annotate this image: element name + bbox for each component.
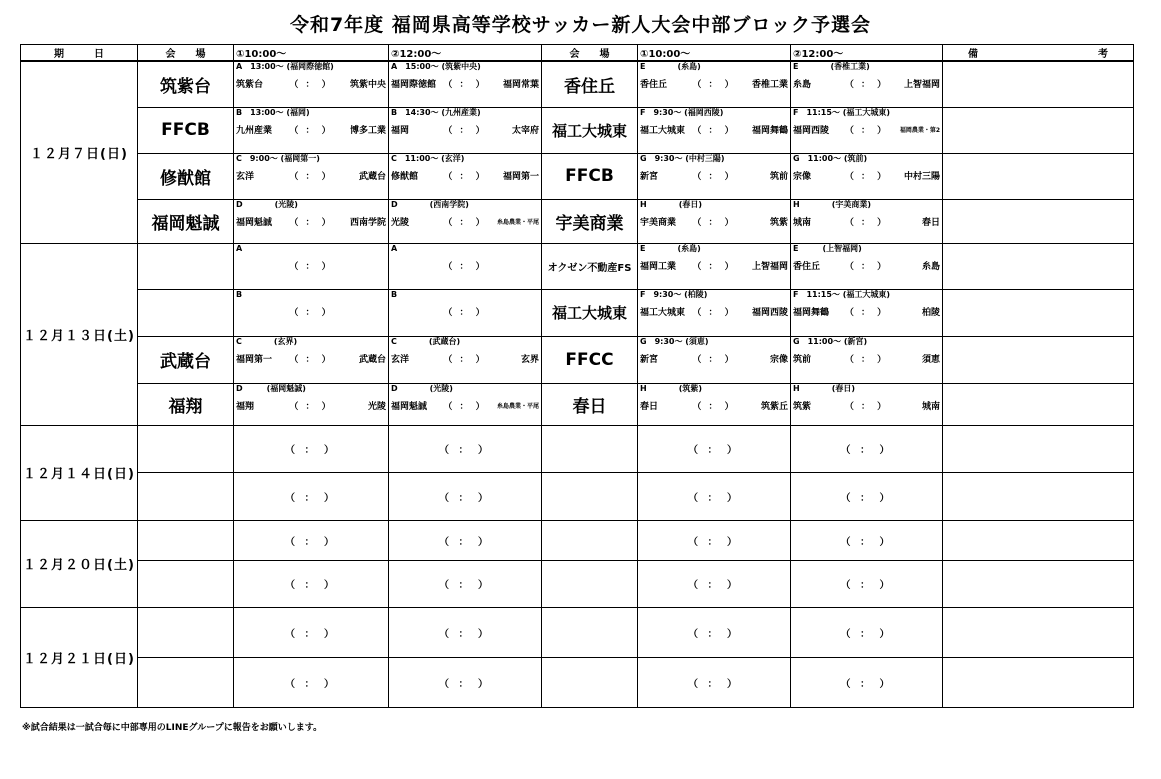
match-cell	[389, 243, 542, 289]
home-team: 福工大城東	[640, 307, 686, 318]
header-slot-4: ②12:00～	[791, 45, 943, 62]
match-line	[389, 261, 541, 273]
venue-cell: 春日	[542, 383, 638, 425]
home-team: 春日	[640, 401, 659, 412]
match-info: H (春日)	[793, 383, 856, 393]
score: （ ： ）	[692, 261, 736, 272]
home-team: 福岡魁誠	[236, 217, 273, 228]
home-team: 糸島	[793, 80, 812, 90]
home-team: 福岡西陵	[793, 125, 830, 136]
home-team: 筑前	[793, 354, 812, 365]
match-info: A 13:00～ (福岡際徳館)	[236, 62, 334, 71]
score: （ ： ）	[791, 560, 943, 607]
score: （ ： ）	[389, 560, 542, 607]
match-cell	[234, 61, 389, 107]
score: （ ： ）	[844, 217, 889, 228]
match-info: C (玄界)	[236, 336, 298, 346]
away-team: 香椎工業	[751, 80, 788, 90]
match-line	[638, 261, 790, 273]
venue-cell	[138, 289, 234, 336]
match-cell	[791, 289, 943, 336]
match-info: A 15:00～ (筑紫中央)	[391, 62, 481, 71]
match-info: B 13:00～ (福岡)	[236, 107, 310, 117]
match-line	[234, 307, 388, 319]
match-cell	[389, 336, 542, 383]
match-cell	[638, 243, 791, 289]
match-cell	[389, 289, 542, 336]
away-team: 玄界	[520, 354, 539, 365]
home-team: 福岡魁誠	[391, 401, 428, 412]
venue-cell: 香住丘	[542, 61, 638, 107]
venue-cell	[138, 425, 234, 472]
table-row	[21, 336, 1134, 383]
home-team: 修猷館	[391, 171, 419, 182]
score: （ ： ）	[791, 657, 943, 707]
match-cell	[791, 107, 943, 153]
match-line	[389, 171, 541, 183]
away-team: 須恵	[921, 354, 940, 365]
venue-cell: 宇美商業	[542, 199, 638, 243]
table-row	[21, 61, 1134, 107]
home-team: 福岡工業	[640, 261, 677, 272]
venue-cell	[542, 560, 638, 607]
away-team: 上智福岡	[751, 261, 788, 272]
table-row	[21, 657, 1134, 707]
match-cell	[389, 383, 542, 425]
match-cell	[389, 199, 542, 243]
home-team	[236, 261, 281, 273]
header-row	[21, 45, 1134, 62]
score: （ ： ）	[443, 307, 487, 318]
score: （ ： ）	[791, 425, 943, 472]
match-cell	[791, 153, 943, 199]
match-info: A	[236, 243, 243, 253]
home-team: 宗像	[793, 171, 812, 182]
match-line	[791, 261, 942, 273]
remarks-cell	[943, 560, 1134, 607]
match-info: E (香椎工業)	[793, 62, 870, 71]
table-row	[21, 243, 1134, 289]
table-row	[21, 472, 1134, 520]
match-line	[791, 217, 942, 229]
match-info: B	[236, 289, 243, 299]
match-info: C 11:00～ (玄洋)	[391, 153, 465, 163]
schedule-table	[20, 44, 1134, 708]
score: （ ： ）	[443, 217, 487, 228]
venue-cell	[138, 657, 234, 707]
match-line	[791, 401, 942, 413]
away-team: 糸島農業・平尾	[496, 402, 539, 410]
venue-cell	[138, 472, 234, 520]
match-line	[234, 261, 388, 273]
venue-cell: FFCB	[138, 107, 234, 153]
score: （ ： ）	[791, 472, 943, 520]
table-row	[21, 153, 1134, 199]
match-info: H (宇美商業)	[793, 199, 872, 209]
score: （ ： ）	[844, 307, 889, 318]
score: （ ： ）	[234, 607, 389, 657]
match-info: E (糸島)	[640, 243, 701, 253]
score: （ ： ）	[692, 354, 736, 365]
score: （ ： ）	[638, 425, 791, 472]
match-cell	[389, 107, 542, 153]
remarks-cell	[943, 607, 1134, 657]
away-team: 西南学院	[349, 217, 386, 228]
home-team	[236, 307, 281, 319]
away-team: 福岡農業・第2	[899, 126, 940, 134]
match-line	[389, 125, 541, 137]
match-cell	[638, 336, 791, 383]
score: （ ： ）	[234, 520, 389, 560]
match-info: C (武蔵台)	[391, 336, 461, 346]
match-line	[638, 217, 790, 229]
away-team: 柏陵	[921, 307, 940, 318]
match-line	[638, 354, 790, 366]
match-line	[791, 125, 942, 137]
match-line	[638, 307, 790, 319]
score: （ ： ）	[638, 472, 791, 520]
score: （ ： ）	[234, 657, 389, 707]
home-team: 筑紫	[793, 401, 812, 412]
remarks-cell	[943, 520, 1134, 560]
score: （ ： ）	[443, 80, 487, 90]
remarks-cell	[943, 153, 1134, 199]
match-cell	[234, 107, 389, 153]
table-row	[21, 425, 1134, 472]
score: （ ： ）	[289, 80, 333, 90]
away-team: 筑紫中央	[349, 80, 386, 90]
score: （ ： ）	[692, 125, 736, 136]
score: （ ： ）	[289, 125, 333, 136]
home-team: 宇美商業	[640, 217, 677, 228]
header-venue-2: 会 場	[542, 45, 638, 62]
home-team: 光陵	[391, 217, 410, 228]
remarks-cell	[943, 425, 1134, 472]
score: （ ： ）	[844, 171, 889, 182]
match-info: D (光陵)	[391, 383, 453, 393]
venue-cell: 福岡魁誠	[138, 199, 234, 243]
score: （ ： ）	[443, 401, 487, 412]
home-team: 玄洋	[236, 171, 255, 182]
match-line	[791, 171, 942, 183]
match-line	[389, 79, 541, 91]
away-team: 中村三陽	[903, 171, 940, 182]
header-venue-1: 会 場	[138, 45, 234, 62]
away-team	[494, 261, 539, 273]
venue-cell	[542, 520, 638, 560]
table-row	[21, 560, 1134, 607]
venue-cell	[542, 657, 638, 707]
score: （ ： ）	[389, 472, 542, 520]
score: （ ： ）	[791, 607, 943, 657]
home-team: 九州産業	[236, 125, 273, 136]
remarks-cell	[943, 289, 1134, 336]
score: （ ： ）	[289, 354, 333, 365]
match-line	[791, 307, 942, 319]
away-team: 光陵	[367, 401, 386, 412]
score: （ ： ）	[638, 520, 791, 560]
home-team: 福翔	[236, 401, 255, 412]
score: （ ： ）	[289, 307, 333, 318]
venue-cell	[138, 243, 234, 289]
score: （ ： ）	[844, 125, 889, 136]
remarks-cell	[943, 657, 1134, 707]
match-cell	[234, 199, 389, 243]
away-team: 福岡西陵	[751, 307, 788, 318]
score: （ ： ）	[389, 425, 542, 472]
match-line	[234, 171, 388, 183]
score: （ ： ）	[234, 425, 389, 472]
match-cell	[791, 336, 943, 383]
match-info: F 9:30～ (福岡西陵)	[640, 107, 724, 117]
score: （ ： ）	[692, 217, 736, 228]
remarks-cell	[943, 336, 1134, 383]
home-team	[391, 307, 436, 319]
header-date: 期 日	[21, 45, 138, 62]
home-team: 福岡	[391, 125, 410, 136]
header-slot-1: ①10:00～	[234, 45, 389, 62]
match-cell	[791, 199, 943, 243]
score: （ ： ）	[443, 354, 487, 365]
score: （ ： ）	[638, 560, 791, 607]
away-team: 筑紫丘	[760, 401, 788, 412]
score: （ ： ）	[692, 171, 736, 182]
venue-cell: 筑紫台	[138, 61, 234, 107]
match-cell	[389, 61, 542, 107]
match-info: G 9:30～ (中村三陽)	[640, 153, 725, 163]
score: （ ： ）	[289, 217, 333, 228]
match-info: G 9:30～ (須恵)	[640, 336, 709, 346]
match-info: C 9:00～ (福岡第一)	[236, 153, 320, 163]
match-line	[234, 354, 388, 366]
venue-cell: 福翔	[138, 383, 234, 425]
remarks-cell	[943, 199, 1134, 243]
score: （ ： ）	[289, 171, 333, 182]
match-line	[389, 217, 541, 229]
date-cell: １２月１４日(日)	[21, 425, 138, 520]
venue-cell: オクゼン不動産FS	[542, 243, 638, 289]
away-team: 福岡常葉	[502, 80, 539, 90]
match-info: G 11:00～ (新宮)	[793, 336, 868, 346]
venue-cell: 修猷館	[138, 153, 234, 199]
match-line	[234, 79, 388, 91]
remarks-cell	[943, 243, 1134, 289]
score: （ ： ）	[692, 80, 736, 90]
score: （ ： ）	[443, 125, 487, 136]
date-cell: １２月７日(日)	[21, 61, 138, 243]
score: （ ： ）	[844, 80, 889, 90]
venue-cell: 福工大城東	[542, 107, 638, 153]
match-cell	[234, 383, 389, 425]
match-info: E (糸島)	[640, 62, 701, 71]
match-cell	[234, 243, 389, 289]
score: （ ： ）	[289, 261, 333, 272]
score: （ ： ）	[234, 560, 389, 607]
match-info: D (福岡魁誠)	[236, 383, 306, 393]
home-team: 香住丘	[640, 80, 668, 90]
remarks-cell	[943, 61, 1134, 107]
away-team: 春日	[921, 217, 940, 228]
match-cell	[791, 61, 943, 107]
match-line	[638, 125, 790, 137]
table-row	[21, 107, 1134, 153]
remarks-cell	[943, 383, 1134, 425]
venue-cell	[542, 425, 638, 472]
venue-cell: FFCB	[542, 153, 638, 199]
score: （ ： ）	[443, 261, 487, 272]
match-info: E (上智福岡)	[793, 243, 862, 253]
header-slot-2: ②12:00～	[389, 45, 542, 62]
match-line	[389, 401, 541, 413]
match-line	[791, 79, 942, 91]
away-team: 上智福岡	[903, 80, 940, 90]
away-team: 糸島農業・平尾	[496, 218, 539, 226]
table-row	[21, 383, 1134, 425]
venue-cell	[138, 520, 234, 560]
table-row	[21, 520, 1134, 560]
match-cell	[638, 107, 791, 153]
match-info: H (春日)	[640, 199, 703, 209]
match-info: F 11:15～ (福工大城東)	[793, 289, 891, 299]
match-info: B	[391, 289, 398, 299]
match-cell	[638, 61, 791, 107]
match-cell	[638, 153, 791, 199]
match-line	[234, 217, 388, 229]
score: （ ： ）	[289, 401, 333, 412]
match-cell	[234, 289, 389, 336]
footer-note: ※試合結果は一試合毎に中部専用のLINEグループに報告をお願いします。	[22, 723, 323, 733]
venue-cell	[542, 607, 638, 657]
match-line	[234, 125, 388, 137]
venue-cell	[138, 560, 234, 607]
away-team	[341, 307, 386, 319]
match-info: F 9:30～ (柏陵)	[640, 289, 708, 299]
match-cell	[791, 383, 943, 425]
match-line	[638, 171, 790, 183]
score: （ ： ）	[844, 401, 889, 412]
score: （ ： ）	[844, 354, 889, 365]
match-cell	[791, 243, 943, 289]
home-team: 城南	[793, 217, 812, 228]
match-line	[389, 354, 541, 366]
match-info: A	[391, 243, 398, 253]
home-team: 福工大城東	[640, 125, 686, 136]
score: （ ： ）	[389, 607, 542, 657]
home-team: 新宮	[640, 171, 659, 182]
away-team: 福岡第一	[502, 171, 539, 182]
score: （ ： ）	[791, 520, 943, 560]
date-cell: １２月２０日(土)	[21, 520, 138, 607]
venue-cell: 武蔵台	[138, 336, 234, 383]
home-team: 福岡舞鶴	[793, 307, 830, 318]
away-team	[341, 261, 386, 273]
match-info: G 11:00～ (筑前)	[793, 153, 868, 163]
header-remarks: 備 考	[943, 45, 1134, 62]
date-cell: １２月１３日(土)	[21, 243, 138, 425]
away-team: 太宰府	[511, 125, 539, 136]
match-line	[638, 401, 790, 413]
match-cell	[638, 289, 791, 336]
match-cell	[234, 153, 389, 199]
match-line	[638, 79, 790, 91]
home-team: 福岡第一	[236, 354, 273, 365]
home-team	[391, 261, 436, 273]
match-line	[234, 401, 388, 413]
match-line	[389, 307, 541, 319]
away-team: 福岡舞鶴	[751, 125, 788, 136]
score: （ ： ）	[638, 607, 791, 657]
away-team: 糸島	[921, 261, 940, 272]
score: （ ： ）	[443, 171, 487, 182]
home-team: 筑紫台	[236, 80, 264, 90]
match-info: D (西南学院)	[391, 199, 469, 209]
match-cell	[389, 153, 542, 199]
home-team: 福岡際徳館	[391, 80, 437, 90]
venue-cell	[542, 472, 638, 520]
table-row	[21, 289, 1134, 336]
away-team	[494, 307, 539, 319]
match-cell	[638, 199, 791, 243]
home-team: 香住丘	[793, 261, 821, 272]
match-cell	[234, 336, 389, 383]
score: （ ： ）	[692, 401, 736, 412]
away-team: 博多工業	[349, 125, 386, 136]
away-team: 武蔵台	[358, 354, 386, 365]
venue-cell: 福工大城東	[542, 289, 638, 336]
match-line	[791, 354, 942, 366]
remarks-cell	[943, 472, 1134, 520]
score: （ ： ）	[234, 472, 389, 520]
table-row	[21, 607, 1134, 657]
away-team: 武蔵台	[358, 171, 386, 182]
venue-cell	[138, 607, 234, 657]
away-team: 筑前	[769, 171, 788, 182]
away-team: 城南	[921, 401, 940, 412]
page-title: 令和7年度 福岡県高等学校サッカー新人大会中部ブロック予選会	[289, 14, 872, 36]
score: （ ： ）	[692, 307, 736, 318]
score: （ ： ）	[844, 261, 889, 272]
header-slot-3: ①10:00～	[638, 45, 791, 62]
score: （ ： ）	[389, 520, 542, 560]
date-cell: １２月２１日(日)	[21, 607, 138, 707]
home-team: 新宮	[640, 354, 659, 365]
away-team: 宗像	[769, 354, 788, 365]
match-cell	[638, 383, 791, 425]
away-team: 筑紫	[769, 217, 788, 228]
match-info: B 14:30～ (九州産業)	[391, 107, 481, 117]
match-info: H (筑紫)	[640, 383, 703, 393]
match-info: D (光陵)	[236, 199, 298, 209]
remarks-cell	[943, 107, 1134, 153]
match-info: F 11:15～ (福工大城東)	[793, 107, 891, 117]
table-row	[21, 199, 1134, 243]
venue-cell: FFCC	[542, 336, 638, 383]
score: （ ： ）	[638, 657, 791, 707]
home-team: 玄洋	[391, 354, 410, 365]
score: （ ： ）	[389, 657, 542, 707]
